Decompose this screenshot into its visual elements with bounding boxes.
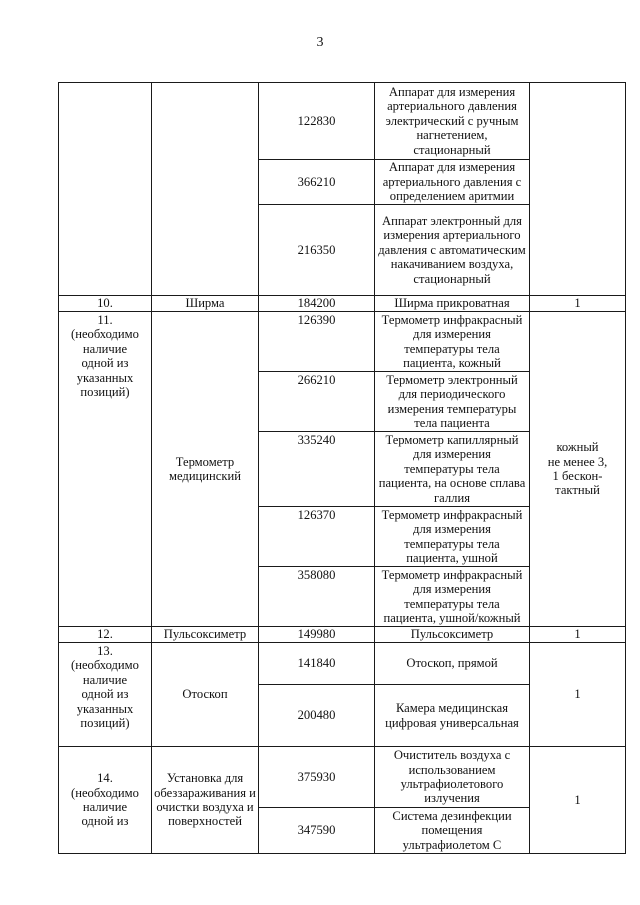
code-cell: 216350 xyxy=(259,205,375,296)
quantity-cell: 1 xyxy=(530,627,626,643)
code-cell: 266210 xyxy=(259,372,375,432)
code-cell: 141840 xyxy=(259,643,375,685)
description-cell: Термометр инфракрасный для измерения температуры тела пациента, кожный xyxy=(375,312,530,372)
equipment-table xyxy=(58,82,626,854)
quantity-cell: 1 xyxy=(530,296,626,312)
name-cell: Термометр медицинский xyxy=(152,312,259,627)
description-cell: Термометр капиллярный для измерения температуры тела пациента, на основе сплава галлия xyxy=(375,432,530,507)
number-cell: 14. (необходимо наличие одной из xyxy=(59,747,152,854)
description-cell: Аппарат электронный для измерения артериального давления с автоматическим накачиванием воздуха, стационарный xyxy=(375,205,530,296)
number-cell: 12. xyxy=(59,627,152,643)
name-cell: Ширма xyxy=(152,296,259,312)
description-cell: Термометр инфракрасный для измерения температуры тела пациента, ушной xyxy=(375,507,530,567)
quantity-cell xyxy=(530,83,626,296)
name-cell: Отоскоп xyxy=(152,643,259,747)
name-cell xyxy=(152,83,259,296)
description-cell: Аппарат для измерения артериального давления электрический с ручным нагнетением, стационарный xyxy=(375,83,530,160)
code-cell: 375930 xyxy=(259,747,375,808)
code-cell: 347590 xyxy=(259,808,375,854)
code-cell: 366210 xyxy=(259,160,375,205)
number-cell: 11. (необходимо наличие одной из указанных позиций) xyxy=(59,312,152,627)
name-cell: Пульсоксиметр xyxy=(152,627,259,643)
description-cell: Отоскоп, прямой xyxy=(375,643,530,685)
table-row xyxy=(59,627,626,643)
page-number: 3 xyxy=(316,35,324,50)
quantity-cell: 1 xyxy=(530,643,626,747)
quantity-cell: кожный не менее 3, 1 бескон- тактный xyxy=(530,312,626,627)
code-cell: 184200 xyxy=(259,296,375,312)
code-cell: 126370 xyxy=(259,507,375,567)
description-cell: Аппарат для измерения артериального давления с определением аритмии xyxy=(375,160,530,205)
table-row xyxy=(59,296,626,312)
description-cell: Камера медицинская цифровая универсальная xyxy=(375,685,530,747)
number-cell: 13. (необходимо наличие одной из указанных позиций) xyxy=(59,643,152,747)
number-cell: 10. xyxy=(59,296,152,312)
table-row xyxy=(59,312,626,372)
table-row xyxy=(59,83,626,160)
description-cell: Термометр инфракрасный для измерения температуры тела пациента, ушной/кожный xyxy=(375,567,530,627)
code-cell: 149980 xyxy=(259,627,375,643)
description-cell: Система дезинфекции помещения ультрафиолетом С xyxy=(375,808,530,854)
code-cell: 126390 xyxy=(259,312,375,372)
code-cell: 335240 xyxy=(259,432,375,507)
code-cell: 200480 xyxy=(259,685,375,747)
description-cell: Очиститель воздуха с использованием ультрафиолетового излучения xyxy=(375,747,530,808)
table-row xyxy=(59,643,626,685)
quantity-cell: 1 xyxy=(530,747,626,854)
number-cell xyxy=(59,83,152,296)
description-cell: Пульсоксиметр xyxy=(375,627,530,643)
code-cell: 122830 xyxy=(259,83,375,160)
description-cell: Ширма прикроватная xyxy=(375,296,530,312)
code-cell: 358080 xyxy=(259,567,375,627)
description-cell: Термометр электронный для периодического измерения температуры тела пациента xyxy=(375,372,530,432)
table-row xyxy=(59,747,626,808)
name-cell: Установка для обеззараживания и очистки воздуха и поверхностей xyxy=(152,747,259,854)
